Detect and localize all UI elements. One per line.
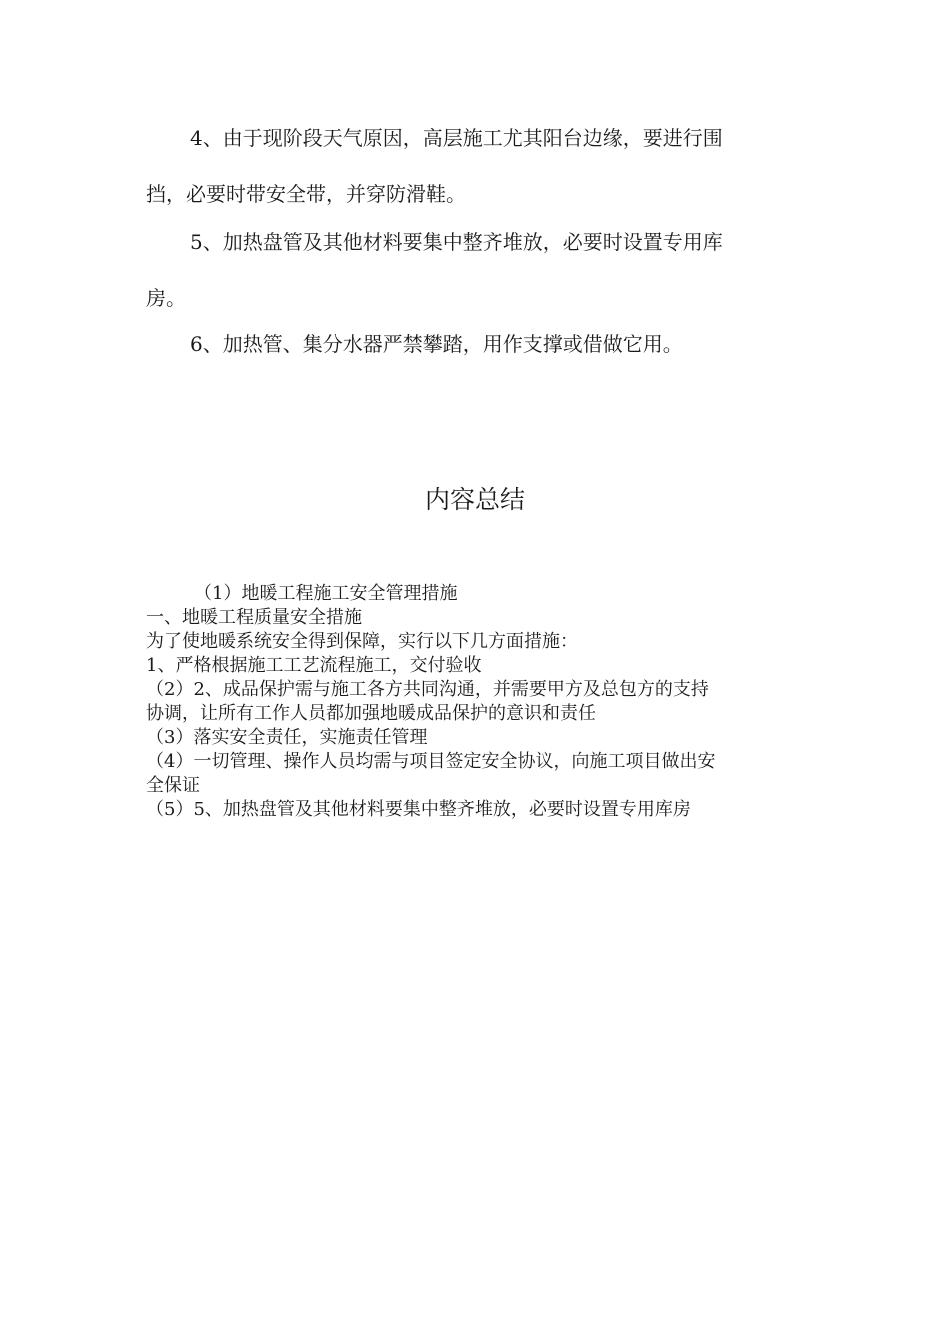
summary-line: 全保证 xyxy=(146,775,200,796)
paragraph-line: 5、加热盘管及其他材料要集中整齐堆放，必要时设置专用库 xyxy=(190,230,723,254)
summary-line: （3）落实安全责任，实施责任管理 xyxy=(146,727,428,748)
paragraph-item-6 xyxy=(146,316,796,372)
summary-line: 一、地暖工程质量安全措施 xyxy=(146,607,362,628)
paragraph-line: 6、加热管、集分水器严禁攀踏，用作支撑或借做它用。 xyxy=(190,332,683,356)
summary-line: （1）地暖工程施工安全管理措施 xyxy=(194,583,458,604)
summary-line: （4）一切管理、操作人员均需与项目签定安全协议，向施工项目做出安 xyxy=(146,751,716,772)
summary-line: 为了使地暖系统安全得到保障，实行以下几方面措施： xyxy=(146,631,578,652)
summary-line: 1、严格根据施工工艺流程施工，交付验收 xyxy=(146,655,482,676)
paragraph-line: 房。 xyxy=(146,286,186,310)
paragraph-item-5 xyxy=(146,214,796,326)
summary-line: （5）5、加热盘管及其他材料要集中整齐堆放，必要时设置专用库房 xyxy=(146,799,691,820)
summary-title: 内容总结 xyxy=(424,485,525,514)
summary-line: 协调，让所有工作人员都加强地暖成品保护的意识和责任 xyxy=(146,703,596,724)
summary-list xyxy=(146,582,806,822)
paragraph-line: 挡，必要时带安全带，并穿防滑鞋。 xyxy=(146,182,466,206)
paragraph-line: 4、由于现阶段天气原因，高层施工尤其阳台边缘，要进行围 xyxy=(190,126,723,150)
summary-line: （2）2、成品保护需与施工各方共同沟通，并需要甲方及总包方的支持 xyxy=(146,679,709,700)
paragraph-item-4 xyxy=(146,110,796,222)
